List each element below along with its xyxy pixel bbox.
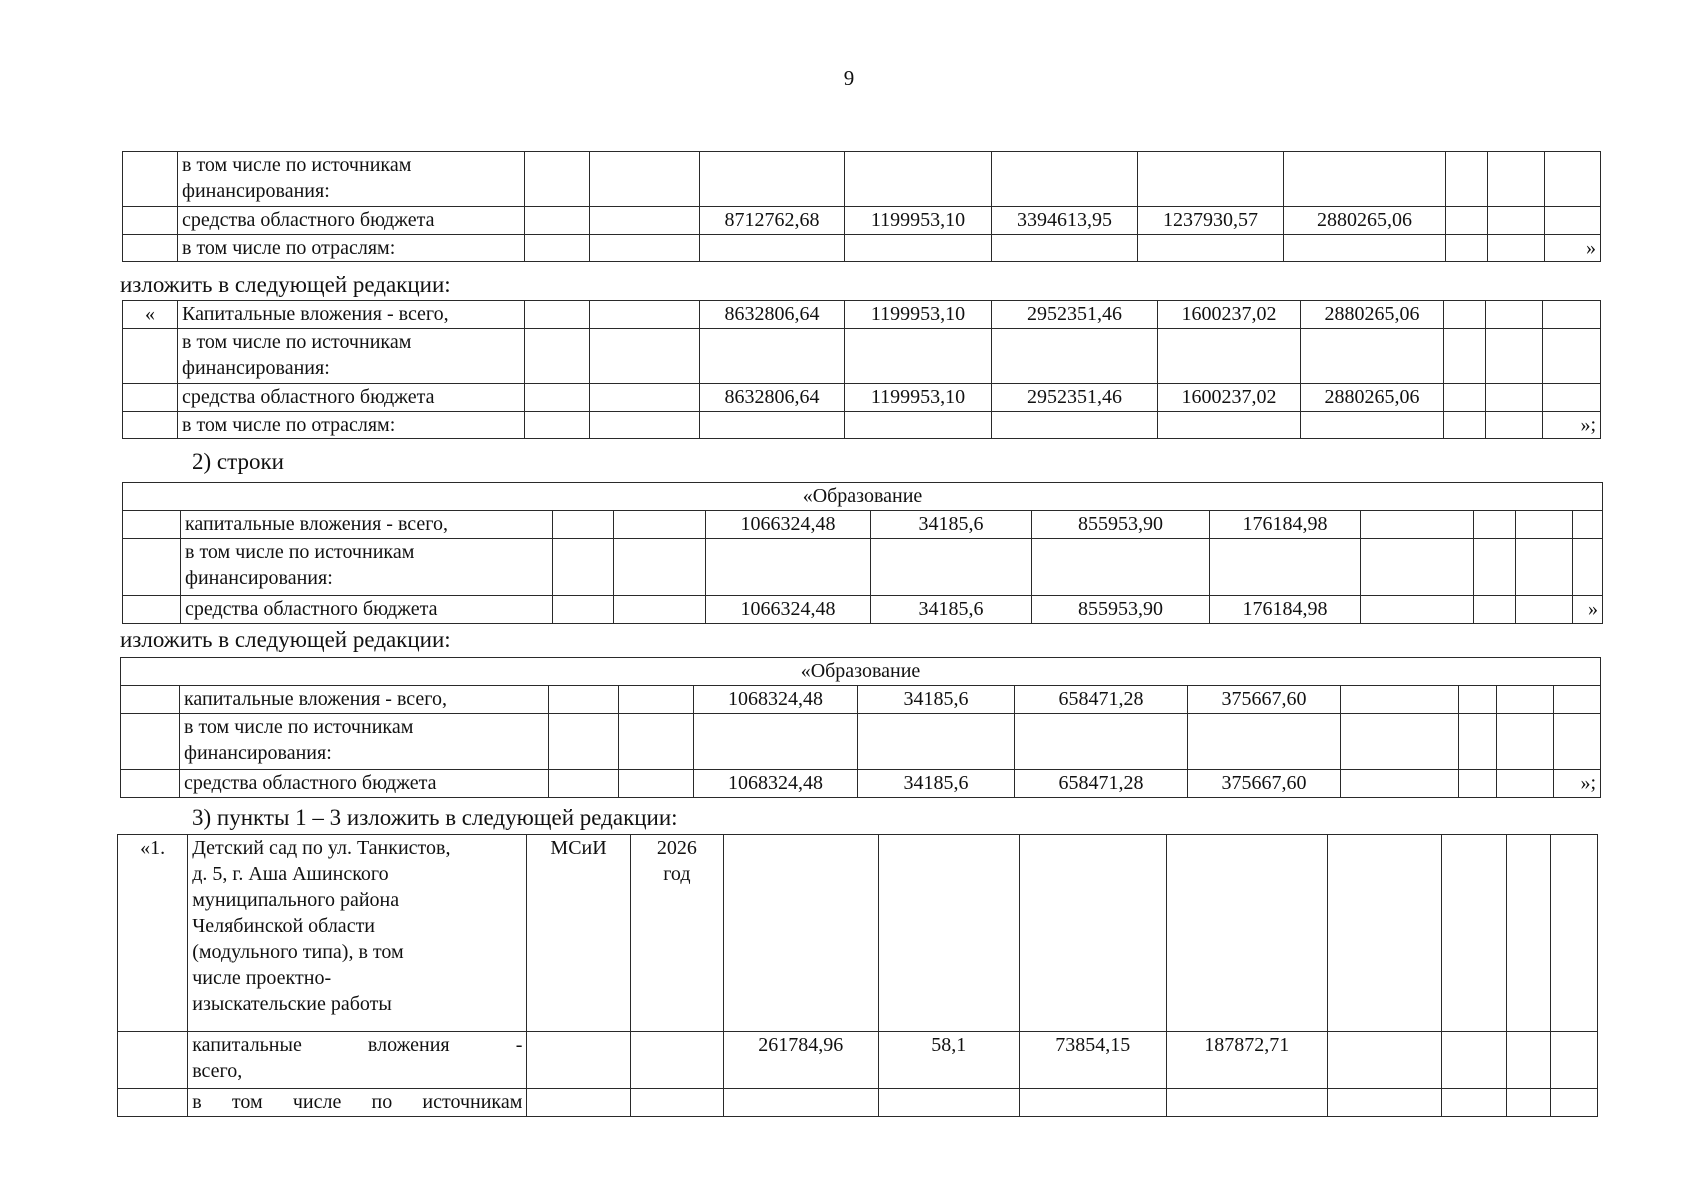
- closing-quote: »: [1573, 596, 1603, 624]
- value-cell: 1199953,10: [845, 384, 992, 412]
- regional-budget-label: средства областного бюджета: [181, 596, 553, 624]
- table-row: [123, 483, 1603, 511]
- capital-total-label: капитальные вложения - всего,: [180, 686, 549, 714]
- new-edition-phrase: изложить в следующей редакции:: [120, 272, 451, 297]
- table-row: [121, 658, 1601, 686]
- value-cell: 2952351,46: [992, 301, 1158, 329]
- value-cell: 34185,6: [858, 686, 1015, 714]
- table-row: [118, 1089, 1598, 1117]
- table-row: [121, 714, 1601, 770]
- capital-total-label: капитальные вложения - всего,: [181, 511, 553, 539]
- table-row: [118, 1032, 1598, 1089]
- value-cell: 658471,28: [1015, 686, 1188, 714]
- capital-total-label: капитальные вложения - всего,: [188, 1032, 527, 1089]
- value-cell: 1237930,57: [1138, 207, 1284, 235]
- table-items-new: [117, 834, 1598, 1117]
- item-2-phrase: 2) строки: [192, 449, 284, 474]
- opening-quote: «: [123, 301, 178, 329]
- table-row: [123, 511, 1603, 539]
- value-cell: 375667,60: [1188, 770, 1341, 798]
- value-cell: 855953,90: [1032, 511, 1210, 539]
- year-cell: 2026 год: [630, 835, 723, 1032]
- branches-label: в том числе по отраслям:: [178, 412, 525, 439]
- table-row: [123, 412, 1601, 439]
- sources-label: в том числе по источникам финансирования:: [181, 539, 553, 596]
- sources-label: в том числе по источникам финансирования:: [180, 714, 549, 770]
- section-heading: «Образование: [123, 483, 1603, 511]
- table-row: [123, 152, 1601, 207]
- object-name: Детский сад по ул. Танкистов, д. 5, г. Аша Ашинского муниципального района Челябинской области (модульного типа), в том числе проектно- изыскательские работы: [188, 835, 527, 1032]
- item-3-phrase: 3) пункты 1 – 3 изложить в следующей редакции:: [192, 805, 678, 830]
- table-row: [123, 384, 1601, 412]
- closing-quote: »: [1545, 235, 1601, 262]
- new-edition-phrase: изложить в следующей редакции:: [120, 627, 451, 652]
- regional-budget-label: средства областного бюджета: [178, 207, 525, 235]
- regional-budget-label: средства областного бюджета: [180, 770, 549, 798]
- sources-label: в том числе по источникам: [188, 1089, 527, 1117]
- value-cell: 8632806,64: [700, 384, 845, 412]
- table-row: [123, 596, 1603, 624]
- table-row: [123, 301, 1601, 329]
- value-cell: 1199953,10: [845, 207, 992, 235]
- value-cell: 261784,96: [724, 1032, 879, 1089]
- value-cell: 375667,60: [1188, 686, 1341, 714]
- value-cell: 1068324,48: [694, 686, 858, 714]
- value-cell: 1068324,48: [694, 770, 858, 798]
- value-cell: 2880265,06: [1284, 207, 1446, 235]
- value-cell: 1600237,02: [1158, 301, 1301, 329]
- table-education-old: [122, 482, 1603, 624]
- table-previous-wording: [122, 151, 1601, 262]
- value-cell: 34185,6: [871, 511, 1032, 539]
- value-cell: 2880265,06: [1301, 301, 1444, 329]
- table-row: [123, 235, 1601, 262]
- value-cell: 658471,28: [1015, 770, 1188, 798]
- customer-cell: МСиИ: [527, 835, 630, 1032]
- capital-total-label: Капитальные вложения - всего,: [178, 301, 525, 329]
- closing-quote-semicolon: »;: [1543, 412, 1601, 439]
- table-row: [121, 770, 1601, 798]
- sources-label: в том числе по источникам финансирования:: [178, 329, 525, 384]
- regional-budget-label: средства областного бюджета: [178, 384, 525, 412]
- item-number: «1.: [118, 835, 188, 1032]
- value-cell: 2952351,46: [992, 384, 1158, 412]
- value-cell: 73854,15: [1020, 1032, 1166, 1089]
- value-cell: 1199953,10: [845, 301, 992, 329]
- value-cell: 176184,98: [1210, 511, 1361, 539]
- value-cell: 2880265,06: [1301, 384, 1444, 412]
- table-row: [123, 539, 1603, 596]
- table-row: [121, 686, 1601, 714]
- value-cell: 1600237,02: [1158, 384, 1301, 412]
- page-number: 9: [843, 66, 855, 90]
- value-cell: 855953,90: [1032, 596, 1210, 624]
- value-cell: 8712762,68: [700, 207, 845, 235]
- value-cell: 58,1: [878, 1032, 1019, 1089]
- value-cell: 3394613,95: [992, 207, 1138, 235]
- value-cell: 1066324,48: [706, 511, 871, 539]
- table-row: [123, 207, 1601, 235]
- section-heading: «Образование: [121, 658, 1601, 686]
- table-education-new: [120, 657, 1601, 798]
- value-cell: 8632806,64: [700, 301, 845, 329]
- value-cell: 34185,6: [858, 770, 1015, 798]
- value-cell: 187872,71: [1166, 1032, 1328, 1089]
- value-cell: 1066324,48: [706, 596, 871, 624]
- table-row: [118, 835, 1598, 1032]
- table-row: [123, 329, 1601, 384]
- sources-label: в том числе по источникам финансирования:: [178, 152, 525, 207]
- branches-label: в том числе по отраслям:: [178, 235, 525, 262]
- table-new-wording: [122, 300, 1601, 439]
- value-cell: 176184,98: [1210, 596, 1361, 624]
- value-cell: 34185,6: [871, 596, 1032, 624]
- closing-quote-semicolon: »;: [1554, 770, 1601, 798]
